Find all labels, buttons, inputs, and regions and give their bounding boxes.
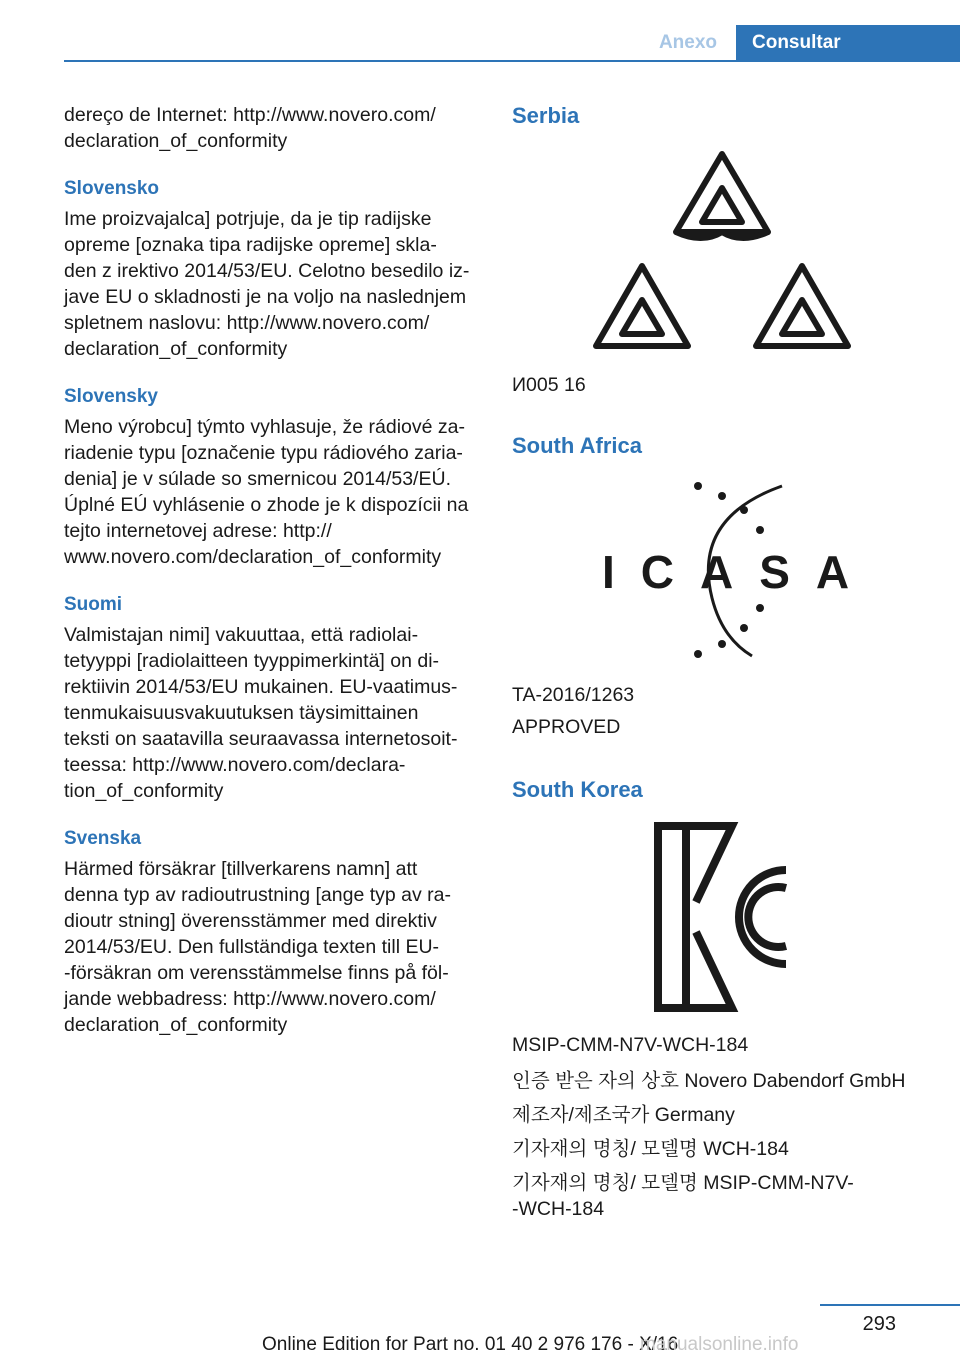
- section-title-slovensko: Slovensko: [64, 178, 160, 199]
- section-title-suomi: Suomi: [64, 594, 123, 615]
- section-line: -försäkran om verensstämmelse finns på föl-: [64, 962, 449, 984]
- footer-rule: [820, 1304, 960, 1306]
- section-line: dioutr stning] överensstämmer med direktiv: [64, 910, 437, 932]
- section-line: denna typ av radioutrustning [ange typ av ra-: [64, 884, 451, 906]
- section-line: jande webbadress: http://www.novero.com/: [64, 988, 436, 1010]
- section-line: tion_of_conformity: [64, 780, 224, 802]
- icasa-logo: [602, 478, 876, 668]
- section-line: declaration_of_conformity: [64, 338, 288, 360]
- page-number: 293: [862, 1313, 896, 1335]
- section-line: www.novero.com/declaration_of_conformity: [64, 546, 442, 568]
- section-line: 2014/53/EU. Den fullständiga texten till EU-: [64, 936, 440, 958]
- section-line: Úplné EÚ vyhlásenie o zhode je k dispozícii na: [64, 494, 469, 516]
- section-title-south-africa: South Africa: [512, 433, 642, 458]
- section-title-south-korea: South Korea: [512, 777, 643, 802]
- section-title-slovensky: Slovensky: [64, 386, 158, 407]
- south-africa-code: TA-2016/1263: [512, 684, 635, 706]
- intro-line: declaration_of_conformity: [64, 130, 288, 152]
- section-line: declaration_of_conformity: [64, 1014, 288, 1036]
- section-line: tetyyppi [radiolaitteen tyyppimerkintä] on di-: [64, 650, 440, 672]
- korea-line: 기자재의 명칭/ 모델명 MSIP-CMM-N7V-: [512, 1172, 854, 1194]
- korea-line: 인증 받은 자의 상호 Novero Dabendorf GmbH: [512, 1070, 906, 1092]
- section-line: teessa: http://www.novero.com/declara-: [64, 754, 406, 776]
- section-title-serbia: Serbia: [512, 103, 580, 128]
- section-line: Ime proizvajalca] potrjuje, da je tip radijske: [64, 208, 432, 230]
- tab-anexo[interactable]: Anexo: [640, 25, 736, 61]
- section-line: teksti on saatavilla seuraavassa internetosoit-: [64, 728, 458, 750]
- right-column: [512, 102, 932, 1222]
- korea-line: 기자재의 명칭/ 모델명 WCH-184: [512, 1138, 789, 1160]
- section-line: opreme [oznaka tipa radijske opreme] skla-: [64, 234, 437, 256]
- section-line: spletnem naslovu: http://www.novero.com/: [64, 312, 430, 334]
- serbia-code: И005 16: [512, 374, 586, 396]
- tab-consultar[interactable]: Consultar: [736, 25, 960, 61]
- kc-mark-logo: [652, 822, 792, 1012]
- section-line: rektiivin 2014/53/EU mukainen. EU-vaatimus-: [64, 676, 458, 698]
- section-line: den z irektivo 2014/53/EU. Celotno besedilo iz-: [64, 260, 470, 282]
- icasa-logo-text: ICASA: [602, 546, 876, 598]
- section-line: Härmed försäkrar [tillverkarens namn] att: [64, 858, 418, 880]
- section-line: tejto internetovej adrese: http://: [64, 520, 332, 542]
- section-line: denia] je v súlade so smernicou 2014/53/EÚ.: [64, 468, 451, 490]
- section-line: riadenie typu [označenie typu rádiového zaria-: [64, 442, 463, 464]
- left-column: [64, 102, 484, 1038]
- header-rule: [64, 60, 960, 62]
- south-africa-approved: APPROVED: [512, 716, 621, 738]
- section-title-svenska: Svenska: [64, 828, 142, 849]
- section-line: tenmukaisuusvakuutuksen täysimittainen: [64, 702, 419, 724]
- serbia-conformity-logo: [592, 148, 852, 358]
- section-line: jave EU o skladnosti je na voljo na naslednjem: [64, 286, 467, 308]
- section-line: Valmistajan nimi] vakuuttaa, että radiolai-: [64, 624, 419, 646]
- section-line: Meno výrobcu] týmto vyhlasuje, že rádiové za-: [64, 416, 466, 438]
- edition-text: Online Edition for Part no. 01 40 2 976 176 - X/16: [262, 1334, 679, 1355]
- korea-line: 제조자/제조국가 Germany: [512, 1104, 735, 1126]
- intro-line: dereço de Internet: http://www.novero.com/: [64, 104, 436, 126]
- korea-line: -WCH-184: [512, 1198, 605, 1220]
- watermark: manualsonline.info: [640, 1334, 799, 1355]
- korea-line: MSIP-CMM-N7V-WCH-184: [512, 1034, 749, 1056]
